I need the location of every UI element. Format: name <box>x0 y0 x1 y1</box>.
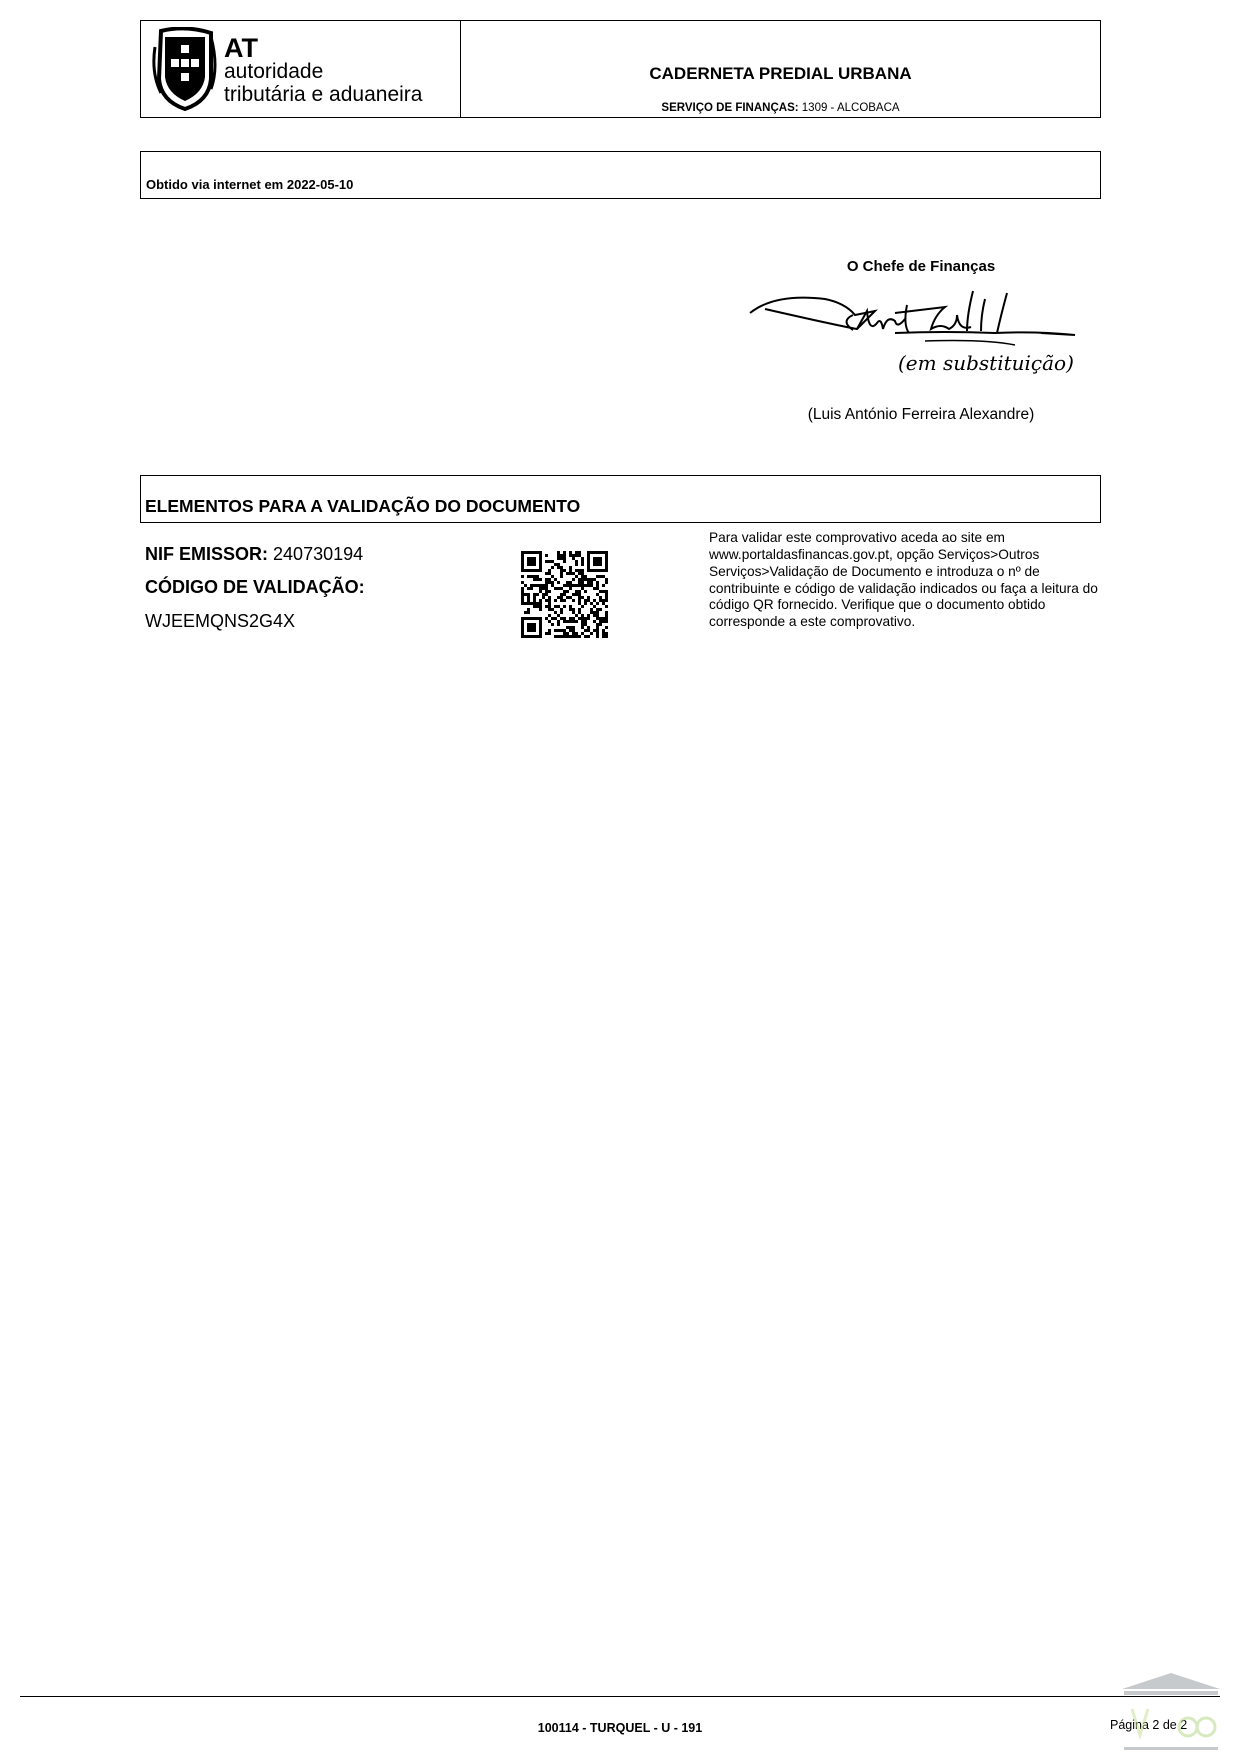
footer-rule <box>20 1696 1220 1697</box>
nif-value: 240730194 <box>273 544 364 564</box>
validation-heading: ELEMENTOS PARA A VALIDAÇÃO DO DOCUMENTO <box>145 496 581 516</box>
validation-heading-box <box>140 475 1101 523</box>
nif-label: NIF EMISSOR: <box>145 544 269 564</box>
servico-financas <box>461 102 1100 114</box>
coat-of-arms-icon <box>151 27 219 113</box>
watermark-logo <box>1118 1669 1224 1751</box>
qr-code-icon <box>521 551 608 638</box>
footer-reference: 100114 - TURQUEL - U - 191 <box>537 1721 703 1735</box>
document-header <box>140 20 1101 118</box>
obtido-box <box>140 151 1101 199</box>
validation-instructions: Para validar este comprovativo aceda ao site em www.portaldasfinancas.gov.pt, opção Serviços>Outros Serviços>Validação de Documento e introduza o nº de contribuinte e código de validação indicados ou faça a leitura do código QR fornecido. Verifique que o documento obtido corresponde a este comprovativo. <box>709 530 1098 630</box>
servico-value: 1309 - ALCOBACA <box>801 102 900 114</box>
logo-text-autoridade: autoridade <box>224 60 324 83</box>
codigo-validacao-value: WJEEMQNS2G4X <box>145 611 296 631</box>
servico-label: SERVIÇO DE FINANÇAS: <box>661 102 799 114</box>
nif-emissor <box>145 544 363 565</box>
signatory-name: (Luis António Ferreira Alexandre) <box>807 406 1035 423</box>
codigo-validacao-label: CÓDIGO DE VALIDAÇÃO: <box>145 577 365 597</box>
logo-text-tributaria: tributária e aduaneira <box>224 83 423 106</box>
signature-role: O Chefe de Finanças <box>846 258 996 275</box>
page-number: Página 2 de 2 <box>1110 1718 1188 1732</box>
document-title: CADERNETA PREDIAL URBANA <box>649 64 912 83</box>
obtido-text: Obtido via internet em 2022-05-10 <box>146 177 354 192</box>
signature-note: (em substituição) <box>898 351 1074 375</box>
at-logo <box>151 27 451 113</box>
logo-text-at: AT <box>224 33 258 63</box>
